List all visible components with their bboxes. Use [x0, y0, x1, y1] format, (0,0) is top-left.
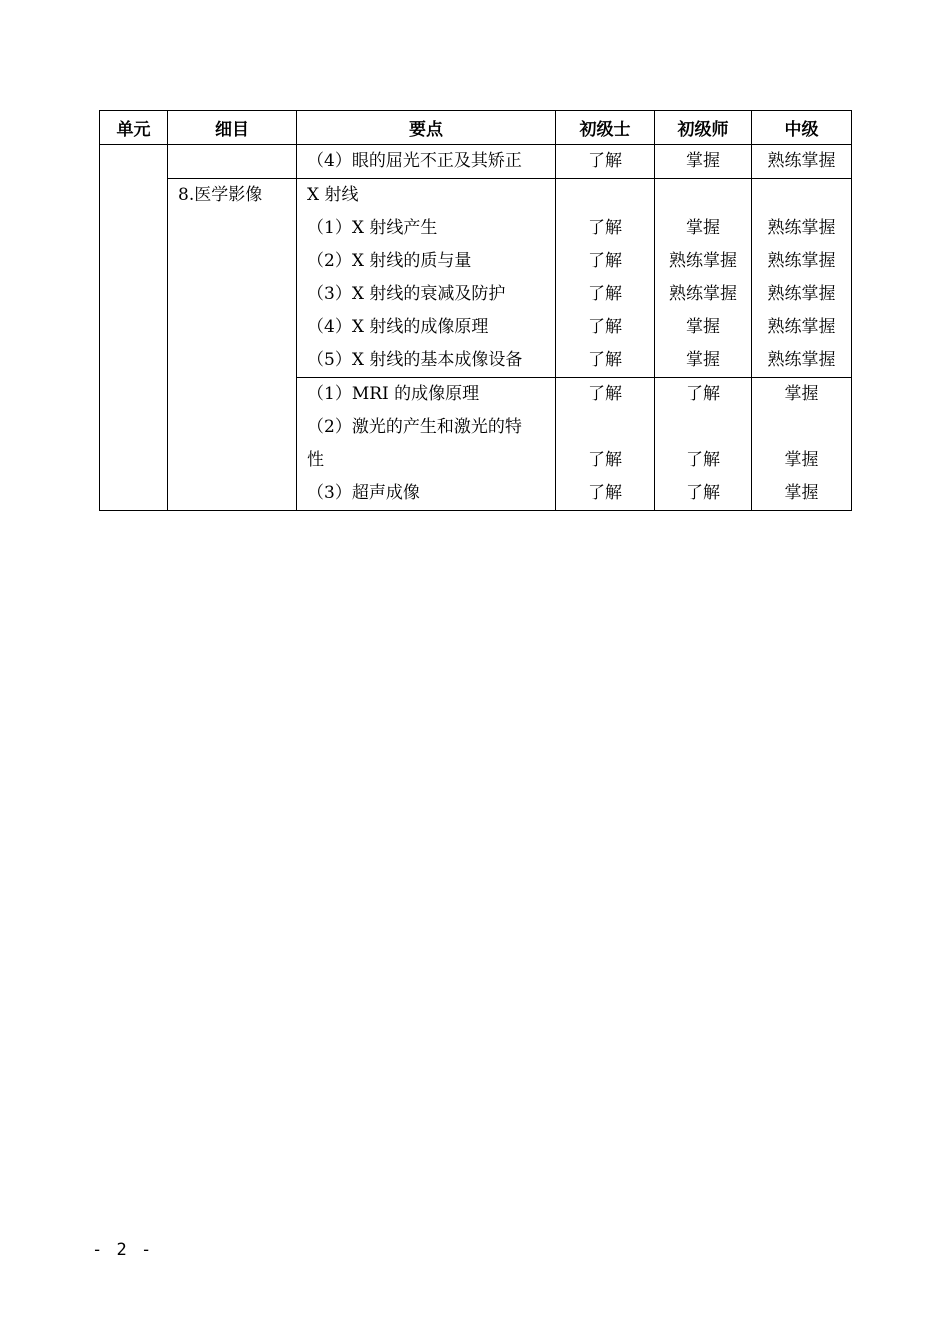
header-point: 要点: [297, 111, 556, 145]
level-cell: 掌握: [655, 145, 752, 179]
level-cell: 掌握 熟练掌握 熟练掌握 掌握 掌握: [655, 179, 752, 378]
header-item: 细目: [168, 111, 297, 145]
table-row: [100, 145, 852, 179]
page-number: - 2 -: [92, 1240, 154, 1260]
point-cell: [297, 145, 556, 179]
point-text: （1）X 射线产生: [307, 218, 438, 238]
point-title: X 射线: [307, 185, 359, 205]
point-text-cont: 性: [307, 450, 324, 470]
header-level-junior-prof: 初级师: [655, 111, 752, 145]
point-text: （4）X 射线的成像原理: [307, 317, 489, 337]
level-cell: 熟练掌握 熟练掌握 熟练掌握 熟练掌握 熟练掌握: [752, 179, 852, 378]
point-text: （2）激光的产生和激光的特: [307, 417, 522, 437]
point-text: （2）X 射线的质与量: [307, 251, 472, 271]
header-level-junior-tech: 初级士: [556, 111, 655, 145]
header-row: [100, 111, 852, 145]
level-cell: 掌握 掌握 掌握: [752, 378, 852, 511]
level-cell: 熟练掌握: [752, 145, 852, 179]
level-cell: 了解 了解 了解: [556, 378, 655, 511]
syllabus-table: [99, 110, 852, 511]
item-text: 8.医学影像: [178, 185, 263, 205]
table-row: [100, 179, 852, 378]
item-cell: [168, 179, 297, 511]
header-unit: 单元: [100, 111, 168, 145]
level-cell: 了解: [556, 145, 655, 179]
point-text: （5）X 射线的基本成像设备: [307, 350, 523, 370]
point-text: （1）MRI 的成像原理: [307, 384, 480, 404]
point-text: （3）超声成像: [307, 483, 420, 503]
unit-cell: [100, 145, 168, 511]
level-cell: 了解 了解 了解: [655, 378, 752, 511]
point-text: （4）眼的屈光不正及其矫正: [307, 151, 522, 171]
level-cell: 了解 了解 了解 了解 了解: [556, 179, 655, 378]
point-cell: [297, 378, 556, 511]
item-cell-empty: [168, 145, 297, 179]
header-level-intermediate: 中级: [752, 111, 852, 145]
point-cell: [297, 179, 556, 378]
point-text: （3）X 射线的衰减及防护: [307, 284, 506, 304]
